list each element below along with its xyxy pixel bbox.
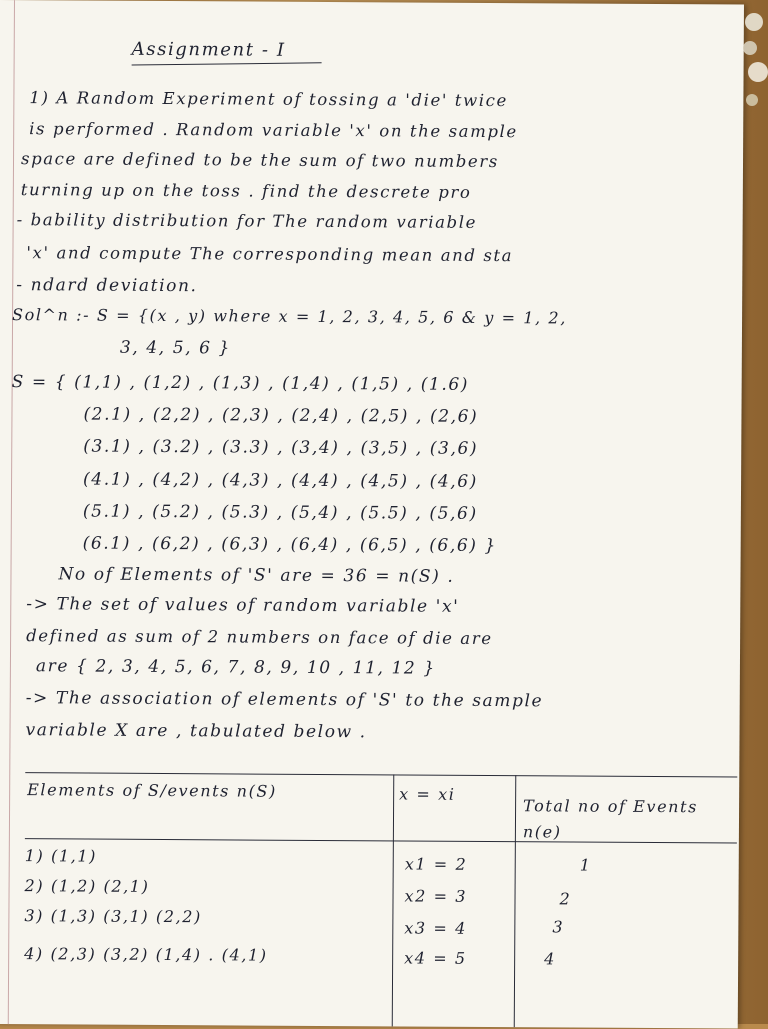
table-row-1-elements: 1) (1,1): [24, 846, 98, 866]
table-row-3-xi: x3 = 4: [404, 918, 467, 938]
sample-space-row-5: (5.1) , (5.2) , (5.3) , (5,4) , (5.5) , (5,6): [82, 501, 478, 524]
floral-decoration: [740, 0, 768, 130]
text-line-1: 1) A Random Experiment of tossing a 'die' twice: [29, 88, 508, 111]
table-header-total: Total no of Events n(e): [522, 796, 698, 842]
table-row-1-xi: x1 = 2: [404, 854, 468, 874]
sample-space-row-3: (3.1) , (3.2) , (3.3) , (3,4) , (3,5) , (3,6): [83, 436, 479, 459]
table-row-2-xi: x2 = 3: [404, 886, 468, 906]
text-line-3: space are defined to be the sum of two numbers: [20, 149, 499, 172]
sample-space-row-6: (6.1) , (6,2) , (6,3) , (6,4) , (6,5) , (6,6) }: [82, 533, 498, 557]
count-line: No of Elements of 'S' are = 36 = n(S) .: [58, 564, 455, 587]
table-divider-2: [514, 775, 517, 1027]
table-row-1-count: 1: [579, 855, 592, 875]
text-line-values-2: defined as sum of 2 numbers on face of die are: [26, 626, 493, 649]
solution-line: Sol^n :- S = {(x , y) where x = 1, 2, 3, 4, 5, 6 & y = 1, 2,: [12, 305, 567, 328]
table-row-4-xi: x4 = 5: [404, 948, 467, 968]
title-underline: [132, 62, 322, 65]
text-line-association-2: variable X are , tabulated below .: [25, 720, 367, 743]
table-row-4-count: 4: [544, 949, 556, 969]
text-line-7: - ndard deviation.: [16, 275, 198, 297]
sample-space-row-4: (4.1) , (4,2) , (4,3) , (4,4) , (4,5) , (4,6): [83, 469, 478, 492]
table-row-3-count: 3: [552, 917, 565, 937]
text-line-association-1: -> The association of elements of 'S' to the sample: [25, 688, 544, 712]
text-line-4: turning up on the toss . find the descrete pro: [20, 180, 472, 202]
sample-space-row-2: (2.1) , (2,2) , (2,3) , (2,4) , (2,5) , (2,6): [83, 404, 479, 427]
table-divider-1: [392, 774, 395, 1026]
text-line-values-1: -> The set of values of random variable 'x': [26, 594, 460, 617]
table-header-elements: Elements of S/events n(S): [27, 780, 277, 801]
page-title: Assignment - I: [131, 38, 286, 61]
table-row-4-elements: 4) (2,3) (3,2) (1,4) . (4,1): [24, 944, 268, 965]
solution-line-cont: 3, 4, 5, 6 }: [119, 337, 232, 359]
text-line-2: is performed . Random variable 'x' on the sample: [29, 119, 518, 142]
text-line-5: - bability distribution for The random variable: [16, 210, 478, 232]
table-top-rule: [25, 772, 737, 777]
table-row-2-count: 2: [559, 889, 572, 909]
sample-space-row-1: S = { (1,1) , (1,2) , (1,3) , (1,4) , (1,5) , (1.6): [11, 372, 470, 395]
margin-line: [8, 0, 15, 1024]
table-row-3-elements: 3) (1,3) (3,1) (2,2): [24, 906, 202, 927]
table-header-xi: x = xi: [399, 784, 456, 804]
table-row-2-elements: 2) (1,2) (2,1): [24, 876, 150, 896]
text-line-values-3: are { 2, 3, 4, 5, 6, 7, 8, 9, 10 , 11, 12 }: [35, 656, 436, 679]
text-line-6: 'x' and compute The corresponding mean and sta: [26, 243, 514, 266]
